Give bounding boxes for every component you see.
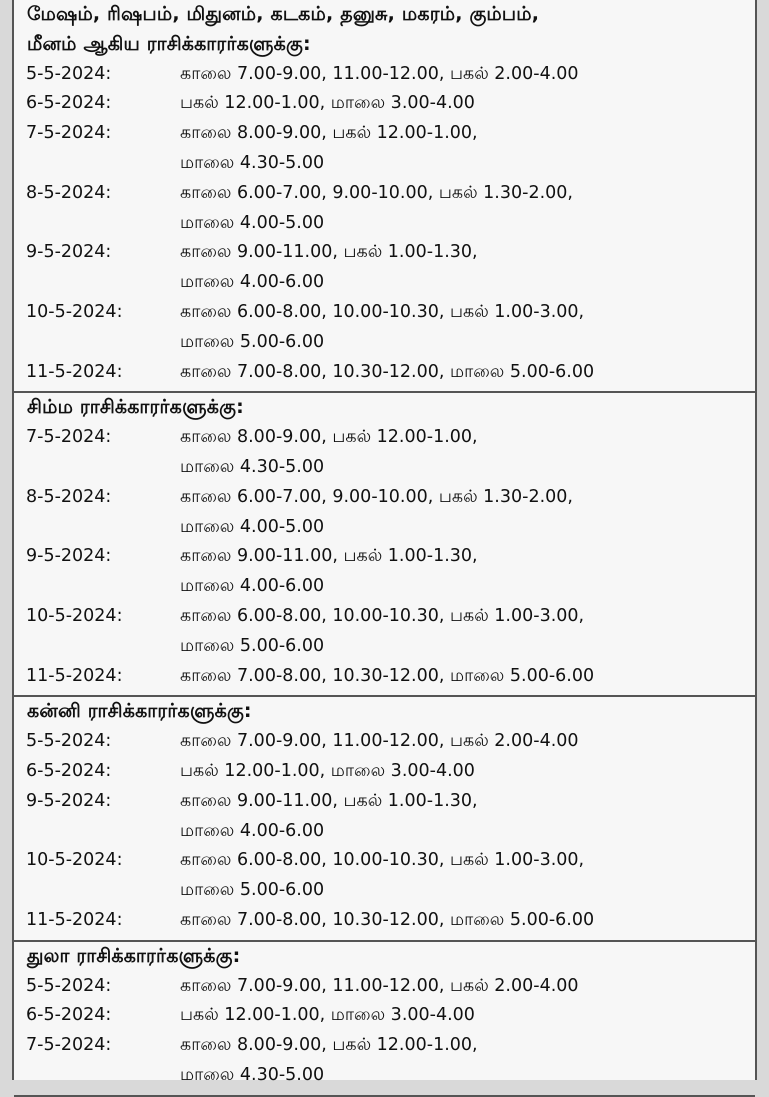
time-slots: [180, 423, 755, 483]
date-row: [14, 757, 755, 787]
date-row: [14, 483, 755, 543]
date-row: [14, 542, 755, 602]
time-slots: [180, 1031, 755, 1091]
date-row: [14, 119, 755, 179]
section-heading: [14, 0, 755, 60]
date-label: 9-5-2024:: [26, 546, 112, 567]
time-slot-line: பகல் 12.00-1.00, மாலை 3.00-4.00: [180, 93, 475, 114]
date-label: 6-5-2024:: [26, 1005, 112, 1026]
time-slots: [180, 60, 755, 90]
time-slots: [180, 757, 755, 787]
date-label: 5-5-2024:: [26, 63, 112, 84]
time-slot-line: காலை 7.00-8.00, 10.30-12.00, மாலை 5.00-6.00: [180, 361, 595, 382]
time-slot-line: காலை 7.00-9.00, 11.00-12.00, பகல் 2.00-4.00: [180, 63, 579, 84]
time-slot-line: காலை 8.00-9.00, பகல் 12.00-1.00,: [180, 123, 478, 144]
rasi-section: [14, 697, 755, 941]
time-slot-line: காலை 7.00-9.00, 11.00-12.00, பகல் 2.00-4.00: [180, 731, 579, 752]
date-row: [14, 1001, 755, 1031]
heading-line: சிம்ம ராசிக்காரர்களுக்கு:: [27, 396, 244, 419]
time-slot-line: காலை 7.00-9.00, 11.00-12.00, பகல் 2.00-4.00: [180, 975, 579, 996]
date-label: 9-5-2024:: [26, 790, 112, 811]
timing-table: [12, 0, 757, 1085]
date-row: [14, 972, 755, 1002]
date-label: 11-5-2024:: [26, 909, 123, 930]
time-slot-line: மாலை 4.30-5.00: [180, 152, 325, 173]
time-slots: [180, 846, 755, 906]
time-slot-line: மாலை 4.00-6.00: [180, 576, 325, 597]
time-slots: [180, 358, 755, 388]
time-slots: [180, 179, 755, 239]
time-slot-line: மாலை 4.30-5.00: [180, 456, 325, 477]
date-label: 5-5-2024:: [26, 731, 112, 752]
time-slots: [180, 602, 755, 662]
heading-line: கன்னி ராசிக்காரர்களுக்கு:: [27, 700, 252, 723]
rasi-section: [14, 942, 755, 1097]
time-slot-line: காலை 6.00-7.00, 9.00-10.00, பகல் 1.30-2.00,: [180, 182, 573, 203]
date-row: [14, 846, 755, 906]
date-label: 8-5-2024:: [26, 182, 112, 203]
time-slots: [180, 483, 755, 543]
date-label: 10-5-2024:: [26, 301, 123, 322]
time-slot-line: காலை 6.00-8.00, 10.00-10.30, பகல் 1.00-3.00,: [180, 605, 585, 626]
date-row: [14, 89, 755, 119]
date-label: 7-5-2024:: [26, 1035, 112, 1056]
date-label: 7-5-2024:: [26, 427, 112, 448]
date-row: [14, 358, 755, 388]
date-label: 5-5-2024:: [26, 975, 112, 996]
date-label: 10-5-2024:: [26, 605, 123, 626]
time-slots: [180, 906, 755, 936]
time-slots: [180, 89, 755, 119]
time-slot-line: காலை 8.00-9.00, பகல் 12.00-1.00,: [180, 427, 478, 448]
time-slots: [180, 238, 755, 298]
time-slot-line: காலை 8.00-9.00, பகல் 12.00-1.00,: [180, 1035, 478, 1056]
date-label: 6-5-2024:: [26, 760, 112, 781]
date-row: [14, 602, 755, 662]
time-slot-line: காலை 6.00-7.00, 9.00-10.00, பகல் 1.30-2.00,: [180, 486, 573, 507]
date-row: [14, 787, 755, 847]
time-slot-line: மாலை 5.00-6.00: [180, 880, 325, 901]
rasi-section: [14, 0, 755, 393]
time-slots: [180, 1001, 755, 1031]
time-slots: [180, 662, 755, 692]
date-label: 6-5-2024:: [26, 93, 112, 114]
time-slot-line: காலை 9.00-11.00, பகல் 1.00-1.30,: [180, 242, 478, 263]
heading-line: மேஷம், ரிஷபம், மிதுனம், கடகம், தனுசு, மகரம், கும்பம்,: [27, 3, 540, 25]
time-slots: [180, 119, 755, 179]
section-heading: [14, 393, 755, 423]
heading-line: மீனம் ஆகிய ராசிக்காரர்களுக்கு:: [27, 32, 311, 55]
section-heading: [14, 697, 755, 727]
time-slot-line: பகல் 12.00-1.00, மாலை 3.00-4.00: [180, 1005, 475, 1026]
date-row: [14, 423, 755, 483]
time-slot-line: பகல் 12.00-1.00, மாலை 3.00-4.00: [180, 760, 475, 781]
date-label: 8-5-2024:: [26, 486, 112, 507]
time-slot-line: காலை 9.00-11.00, பகல் 1.00-1.30,: [180, 790, 478, 811]
time-slots: [180, 542, 755, 602]
time-slot-line: மாலை 5.00-6.00: [180, 331, 325, 352]
date-label: 11-5-2024:: [26, 665, 123, 686]
time-slots: [180, 298, 755, 358]
date-row: [14, 727, 755, 757]
time-slot-line: காலை 6.00-8.00, 10.00-10.30, பகல் 1.00-3.00,: [180, 301, 585, 322]
date-label: 10-5-2024:: [26, 850, 123, 871]
time-slot-line: காலை 6.00-8.00, 10.00-10.30, பகல் 1.00-3.00,: [180, 850, 585, 871]
date-row: [14, 298, 755, 358]
time-slot-line: மாலை 4.00-5.00: [180, 212, 325, 233]
time-slot-line: காலை 7.00-8.00, 10.30-12.00, மாலை 5.00-6.00: [180, 665, 595, 686]
date-label: 9-5-2024:: [26, 242, 112, 263]
time-slots: [180, 787, 755, 847]
time-slot-line: காலை 9.00-11.00, பகல் 1.00-1.30,: [180, 546, 478, 567]
heading-line: துலா ராசிக்காரர்களுக்கு:: [27, 944, 241, 967]
time-slots: [180, 972, 755, 1002]
date-label: 11-5-2024:: [26, 361, 123, 382]
date-row: [14, 238, 755, 298]
rasi-section: [14, 393, 755, 697]
date-row: [14, 662, 755, 692]
date-label: 7-5-2024:: [26, 123, 112, 144]
date-row: [14, 60, 755, 90]
time-slots: [180, 727, 755, 757]
date-row: [14, 179, 755, 239]
date-row: [14, 906, 755, 936]
time-slot-line: மாலை 4.00-6.00: [180, 820, 325, 841]
time-slot-line: மாலை 4.30-5.00: [180, 1064, 325, 1085]
time-slot-line: காலை 7.00-8.00, 10.30-12.00, மாலை 5.00-6.00: [180, 909, 595, 930]
date-row: [14, 1031, 755, 1091]
time-slot-line: மாலை 4.00-5.00: [180, 516, 325, 537]
time-slot-line: மாலை 4.00-6.00: [180, 272, 325, 293]
section-heading: [14, 942, 755, 972]
time-slot-line: மாலை 5.00-6.00: [180, 635, 325, 656]
